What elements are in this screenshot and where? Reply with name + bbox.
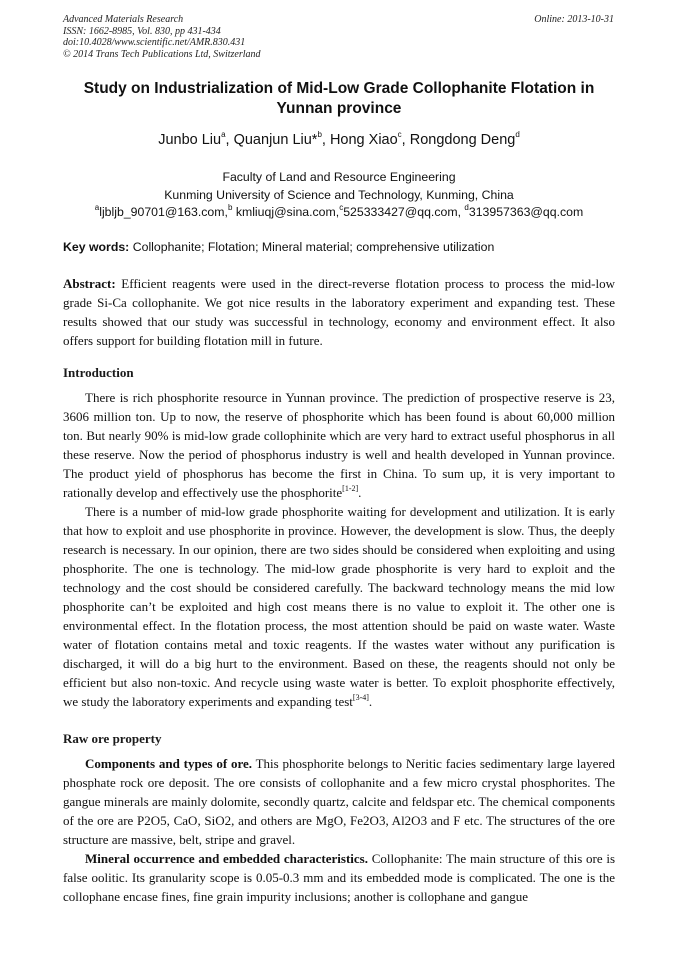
affiliation-university: Kunming University of Science and Technology, Kunming, China [164, 188, 514, 202]
author-sup: d [515, 130, 520, 140]
citation-ref[interactable]: [3-4] [352, 692, 369, 702]
raw-ore-heading: Raw ore property [63, 731, 162, 746]
email-link[interactable]: 313957363@qq.com [468, 205, 584, 219]
introduction-section [63, 388, 615, 711]
online-date: Online: 2013-10-31 [534, 14, 614, 25]
author-name: Hong Xiao [329, 132, 398, 148]
email-sup: c [339, 202, 344, 212]
email-link[interactable]: kmliuqj@sina.com [235, 205, 336, 219]
paragraph-text: Collophanite: The main structure of this ore is false oolitic. Its granularity scope is 0.05-0.3 mm and its embedded mode is complicated. The one is the collophane encase fines, fine grain impurity inclusions; another is collophane and gangue [63, 851, 616, 904]
email-link[interactable]: ljbljb_90701@163.com [99, 205, 225, 219]
paragraph [63, 388, 615, 502]
journal-header [63, 14, 261, 60]
affiliation-emails: $^a$ljbljb_90701@163.com,$^b$ kmliuqj@sina.com,$^c$525333427@qq.com, $^d$313957363@qq.com [94, 202, 584, 219]
paragraph [63, 502, 615, 711]
raw-ore-section [63, 754, 615, 906]
copyright-line: © 2014 Trans Tech Publications Ltd, Switzerland [63, 48, 261, 60]
author-sup: a [221, 130, 226, 140]
email-sup: a [94, 202, 100, 212]
author-name: Quanjun Liu* [233, 132, 318, 148]
affiliation-faculty: Faculty of Land and Resource Engineering [222, 170, 456, 184]
keywords-text: Collophanite; Flotation; Mineral material; comprehensive utilization [132, 240, 495, 254]
author-list: Junbo Liu$^a$, Quanjun Liu*$^b$, Hong Xiao$^c$, Rongdong Deng$^d$ [158, 130, 520, 148]
author-name: Rongdong Deng [409, 132, 516, 148]
paragraph-text: There is rich phosphorite resource in Yunnan province. The prediction of prospective reserve is 23, 3606 million ton. Up to now, the reserve of phosphorite which has been found is about 60,000 million ton. But nearly 90% is mid-low grade collophinite which are very hard to extract useful phosphorus in all these reserve. Now the period of phosphorus industry is well and health developed in Yunnan province. The product yield of phosphorus has become the first in China. To sum up, it is very important to rationally develop and effectively use the phosphorite [63, 390, 615, 500]
paragraph-text: There is a number of mid-low grade phosphorite waiting for development and utilization. It is early that how to exploit and use phosphorite in province. However, the development is slow. Thus, the deeply research is necessary. In our opinion, there are two sides should be considered when exploiting and using phosphorite. The one is technology. The mid-low grade phosphorite is very hard to exploit and the technology and the cost should be considered carefully. The backward technology means the mid low phosphorite can’t be exploited and high cost means there is no value to exploit it. The other one is environmental effect. In the flotation process, the most attention should be paid on waste water. Waste water of flotation contains metal and toxic reagents. If the wastes water without any purification is discharged, it will do a big hurt to the environment. Based on these, the reagents should not only be efficient but also non-toxic. And recycle using waste water is better. To exploit phosphorite effectively, we study the laboratory experiments and expanding test [63, 504, 615, 709]
email-sup: d [464, 202, 469, 212]
keywords-line [63, 240, 494, 254]
paragraph [63, 849, 615, 906]
author-sup: c [397, 130, 402, 140]
journal-name: Advanced Materials Research [63, 14, 184, 25]
keywords-label: Key words: [63, 240, 130, 254]
abstract-label: Abstract: [63, 276, 116, 291]
paragraph [63, 754, 615, 849]
paragraph-end: . [368, 694, 373, 709]
doi-line: doi:10.4028/www.scientific.net/AMR.830.431 [63, 37, 246, 48]
paper-title: Study on Industrialization of Mid-Low Grade Collophanite Flotation in Yunnan province [83, 80, 595, 117]
paragraph-text: This phosphorite belongs to Neritic facies sedimentary large layered phosphate rock ore deposit. The ore consists of collophanite and a few micro crystal phosphorites. The gangue minerals are mainly dolomite, secondly quartz, calcite and feldspar etc. The chemical components of the ore are P2O5, CaO, SiO2, and others are MgO, Fe2O3, Al2O3 and F etc. The structures of the ore structure are massive, belt, stripe and gravel. [63, 756, 615, 847]
email-link[interactable]: 525333427@qq.com [343, 205, 458, 219]
introduction-heading: Introduction [63, 365, 134, 380]
subheading: Components and types of ore. [85, 756, 253, 771]
author-sup: b [317, 130, 322, 140]
abstract-text: Efficient reagents were used in the direct-reverse flotation process to process the mid-low grade Si-Ca collophanite. We got nice results in the laboratory experiment and expanding test. These results showed that our study was successful in technology, economy and environment effect. It also offers support for building flotation mill in future. [63, 276, 616, 348]
subheading: Mineral occurrence and embedded characteristics. [85, 851, 368, 866]
citation-ref[interactable]: [1-2] [342, 483, 359, 493]
email-sup: b [227, 202, 233, 212]
author-name: Junbo Liu [158, 132, 222, 148]
paragraph-end: . [358, 485, 362, 500]
abstract-section [63, 274, 615, 350]
issn-line: ISSN: 1662-8985, Vol. 830, pp 431-434 [63, 25, 221, 37]
